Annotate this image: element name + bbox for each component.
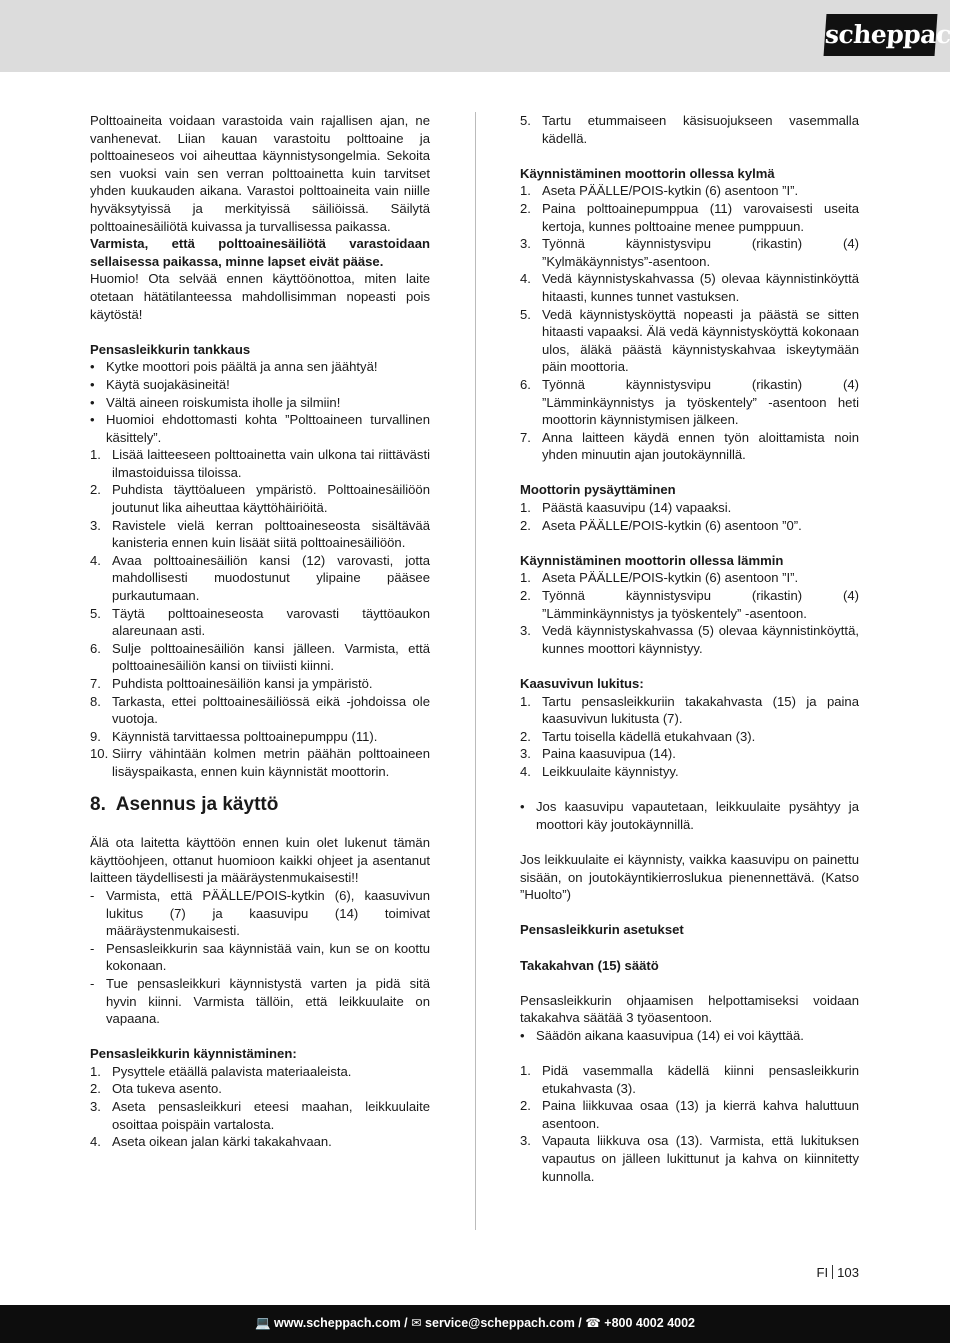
rear-handle-steps <box>520 1062 859 1185</box>
list-item: 9. Käynnistä tarvittaessa polttoainepumppu (11). <box>90 728 378 744</box>
list-item: • Säädön aikana kaasuvipua (14) ei voi käyttää. <box>520 1027 859 1045</box>
start-heading: Pensasleikkurin käynnistäminen: <box>90 1046 297 1062</box>
column-divider <box>475 112 476 1230</box>
list-item: 1. Aseta PÄÄLLE/POIS-kytkin (6) asentoon ”I”. <box>520 570 799 586</box>
start-steps <box>90 1063 430 1151</box>
list-item: 1. Tartu pensasleikkuriin takakahvasta (15) ja paina kaasuvivun lukitusta (7). <box>520 693 859 727</box>
stop-heading: Moottorin pysäyttäminen <box>520 482 676 498</box>
refuel-heading: Pensasleikkurin tankkaus <box>90 341 251 357</box>
list-item: 2. Puhdista täyttöalueen ympäristö. Polttoainesäiliöön joutunut lika aiheuttaa käyttöhäiriöitä. <box>90 482 430 516</box>
section-dash-list <box>90 887 430 1028</box>
section-intro: Älä ota laitetta käyttöön ennen kuin olet lukenut tämän käyttöohjeen, ottanut huomioon kaikki ohjeet ja asentanut laitteen täydellisesti ja määräystenmukaisesti!! <box>90 835 430 886</box>
list-item: 6. Työnnä käynnistysvipu (rikastin) (4) ”Lämminkäynnistys ja työskentely” -asentoon heti moottorin käynnistymisen jälkeen. <box>520 376 859 428</box>
warm-start-heading: Käynnistäminen moottorin ollessa lämmin <box>520 552 784 568</box>
cold-start-heading: Käynnistäminen moottorin ollessa kylmä <box>520 165 775 181</box>
list-item: 3. Vapauta liikkuva osa (13). Varmista, että lukituksen vapautus on jälleen lukittunut ja kahva on kiinnitetty kunnolla. <box>520 1133 859 1184</box>
list-item: - Varmista, että PÄÄLLE/POIS-kytkin (6), kaasuvivun lukitus (7) ja kaasuvipu (14) toimivat määräystenmukaisesti. <box>90 887 430 940</box>
list-item: • Jos kaasuvipu vapautetaan, leikkuulaite pysähtyy ja moottori käy joutokäynnillä. <box>520 798 859 833</box>
list-item: 2. Ota tukeva asento. <box>90 1081 222 1097</box>
list-item: 1. Pysyttele etäällä palavista materiaaleista. <box>90 1063 352 1079</box>
list-item: 3. Aseta pensasleikkuri eteesi maahan, leikkuulaite osoittaa poispäin vartalosta. <box>90 1099 430 1132</box>
rear-handle-heading: Takakahvan (15) säätö <box>520 957 659 973</box>
rear-handle-bullet <box>520 1027 859 1045</box>
list-item: 1. Aseta PÄÄLLE/POIS-kytkin (6) asentoon ”I”. <box>520 183 799 199</box>
list-item: 3. Työnnä käynnistysvipu (rikastin) (4) ”Kylmäkäynnistys”-asentoon. <box>520 236 859 269</box>
separator <box>832 1265 833 1279</box>
list-item: 10. Siirry vähintään kolmen metrin päähän polttoaineen lisäyspaikasta, ennen kuin käynnistät moottorin. <box>90 746 430 779</box>
list-item: 5. Täytä polttoaineseosta varovasti täyttöaukon alareunaan asti. <box>90 605 430 639</box>
language-code: FI <box>816 1265 829 1280</box>
list-item: 2. Paina liikkuvaa osaa (13) ja kierrä kahva haluttuun asentoon. <box>520 1098 859 1131</box>
list-item: 2. Aseta PÄÄLLE/POIS-kytkin (6) asentoon ”0”. <box>520 517 802 533</box>
list-item: 3. Vedä käynnistyskahvassa (5) olevaa käynnistinköyttä, kunnes moottori käynnistyy. <box>520 623 859 656</box>
right-column <box>520 112 859 1185</box>
emergency-note: Huomio! Ota selvää ennen käyttöönottoa, miten laite otetaan hätätilanteessa mahdollisimman nopeasti pois käytöstä! <box>90 271 430 322</box>
list-item: 8. Tarkasta, ettei polttoainesäiliössä eikä -johdoissa ole vuotoja. <box>90 693 430 727</box>
refuel-bullets <box>90 358 430 446</box>
list-item: 1. Pidä vasemmalla kädellä kiinni pensasleikkurin etukahvasta (3). <box>520 1063 859 1096</box>
list-item: 5. Vedä käynnistysköyttä nopeasti ja päästä se sitten hitaasti vapaaksi. Älä vedä käynnistysköyttä kokonaan ulos, äläkä päästä käynnistyskahvaa iskeytymään päin moottoria. <box>520 306 859 375</box>
list-item: 1. Lisää laitteeseen polttoainetta vain ulkona tai riittävästi ilmastoiduissa tiloissa. <box>90 447 430 480</box>
list-item: 4. Avaa polttoainesäiliön kansi (12) varovasti, jotta mahdollisesti muodostunut ylipaine pääsee purkautumaan. <box>90 552 430 604</box>
list-item: 4. Aseta oikean jalan kärki takakahvaan. <box>90 1134 332 1150</box>
refuel-steps <box>90 446 430 780</box>
warm-start-steps <box>520 569 859 657</box>
list-item: 4. Leikkuulaite käynnistyy. <box>520 763 679 779</box>
list-item: • Vältä aineen roiskumista iholle ja silmiin! <box>90 394 430 412</box>
list-item: • Käytä suojakäsineitä! <box>90 376 430 394</box>
list-item: 3. Ravistele vielä kerran polttoaineseosta sisältävää kanisteria ennen kuin lisäät siitä polttoainesäiliöön. <box>90 517 430 551</box>
page-number-value: 103 <box>837 1265 859 1280</box>
throttle-lock-heading: Kaasuvivun lukitus: <box>520 676 644 691</box>
cold-start-steps <box>520 182 859 464</box>
scheppach-logo: scheppach <box>824 14 938 56</box>
list-item: 7. Anna laitteen käydä ennen työn aloittamista noin yhden minuutin ajan joutokäynnillä. <box>520 429 859 463</box>
list-item: 5. Tartu etummaiseen käsisuojukseen vasemmalla kädellä. <box>520 113 859 146</box>
footer-contact: 💻 www.scheppach.com / ✉ service@scheppach.com / ☎ +800 4002 4002 <box>255 1316 695 1330</box>
list-item: 2. Tartu toisella kädellä etukahvaan (3). <box>520 728 756 744</box>
section-heading: 8. Asennus ja käyttö <box>90 793 279 815</box>
list-item: 1. Päästä kaasuvipu (14) vapaaksi. <box>520 500 732 516</box>
left-column <box>90 112 430 1151</box>
rear-handle-intro: Pensasleikkurin ohjaamisen helpottamiseksi voidaan takakahva säätää 3 työasentoon. <box>520 992 859 1026</box>
list-item: - Pensasleikkurin saa käynnistää vain, kun se on koottu kokonaan. <box>90 940 430 975</box>
list-item: - Tue pensasleikkuri käynnistystä varten ja pidä sitä hyvin kiinni. Varmista tällöin, että leikkuulaite on vapaana. <box>90 975 430 1028</box>
footer-bar <box>0 1305 950 1343</box>
list-item: • Kytke moottori pois päältä ja anna sen jäähtyä! <box>90 358 430 376</box>
stop-steps <box>520 499 859 534</box>
throttle-lock-bullet <box>520 798 859 833</box>
storage-warning: Varmista, että polttoainesäiliötä varastoidaan sellaisessa paikassa, minne lapset eivät pääse. <box>90 236 430 269</box>
idle-speed-note: Jos leikkuulaite ei käynnisty, vaikka kaasuvipu on painettu sisään, on joutokäyntikierroslukua pienennettävä. (Katso ”Huolto”) <box>520 851 859 903</box>
list-item: 2. Paina polttoainepumppua (11) varovaisesti useita kertoja, kunnes polttoaine menee pumppuun. <box>520 200 859 234</box>
start-steps-continued <box>520 112 859 147</box>
page-number <box>817 1265 860 1280</box>
header-bar <box>0 0 970 72</box>
throttle-lock-steps <box>520 693 859 781</box>
list-item: 7. Puhdista polttoainesäiliön kansi ja ympäristö. <box>90 676 373 691</box>
fuel-storage-text: Polttoaineita voidaan varastoida vain rajallisen ajan, ne vanhenevat. Liian kauan varastoitu polttoaine ja polttoaineseos voi aiheuttaa käynnistysongelmia. Sekoita sen vuoksi vain sen verran polttoainetta kuin tarvitset yhden kuukauden aikana. Varastoi polttoaineita vain niille hyväksytyissä ja merkityissä säiliöissä. Säilytä polttoainesäiliötä kuivassa ja turvallisessa paikassa. <box>90 113 430 234</box>
list-item: 2. Työnnä käynnistysvipu (rikastin) (4) ”Lämminkäynnistys ja työskentely” -asentoon. <box>520 588 859 621</box>
list-item: 3. Paina kaasuvipua (14). <box>520 746 676 762</box>
list-item: 6. Sulje polttoainesäiliön kansi jälleen. Varmista, että polttoainesäiliön kansi on tiiviisti kiinni. <box>90 640 430 674</box>
settings-heading: Pensasleikkurin asetukset <box>520 922 684 938</box>
list-item: • Huomioi ehdottomasti kohta ”Polttoaineen turvallinen käsittely”. <box>90 411 430 446</box>
list-item: 4. Vedä käynnistyskahvassa (5) olevaa käynnistinköyttä hitaasti, kunnes tunnet vastuksen. <box>520 271 859 304</box>
